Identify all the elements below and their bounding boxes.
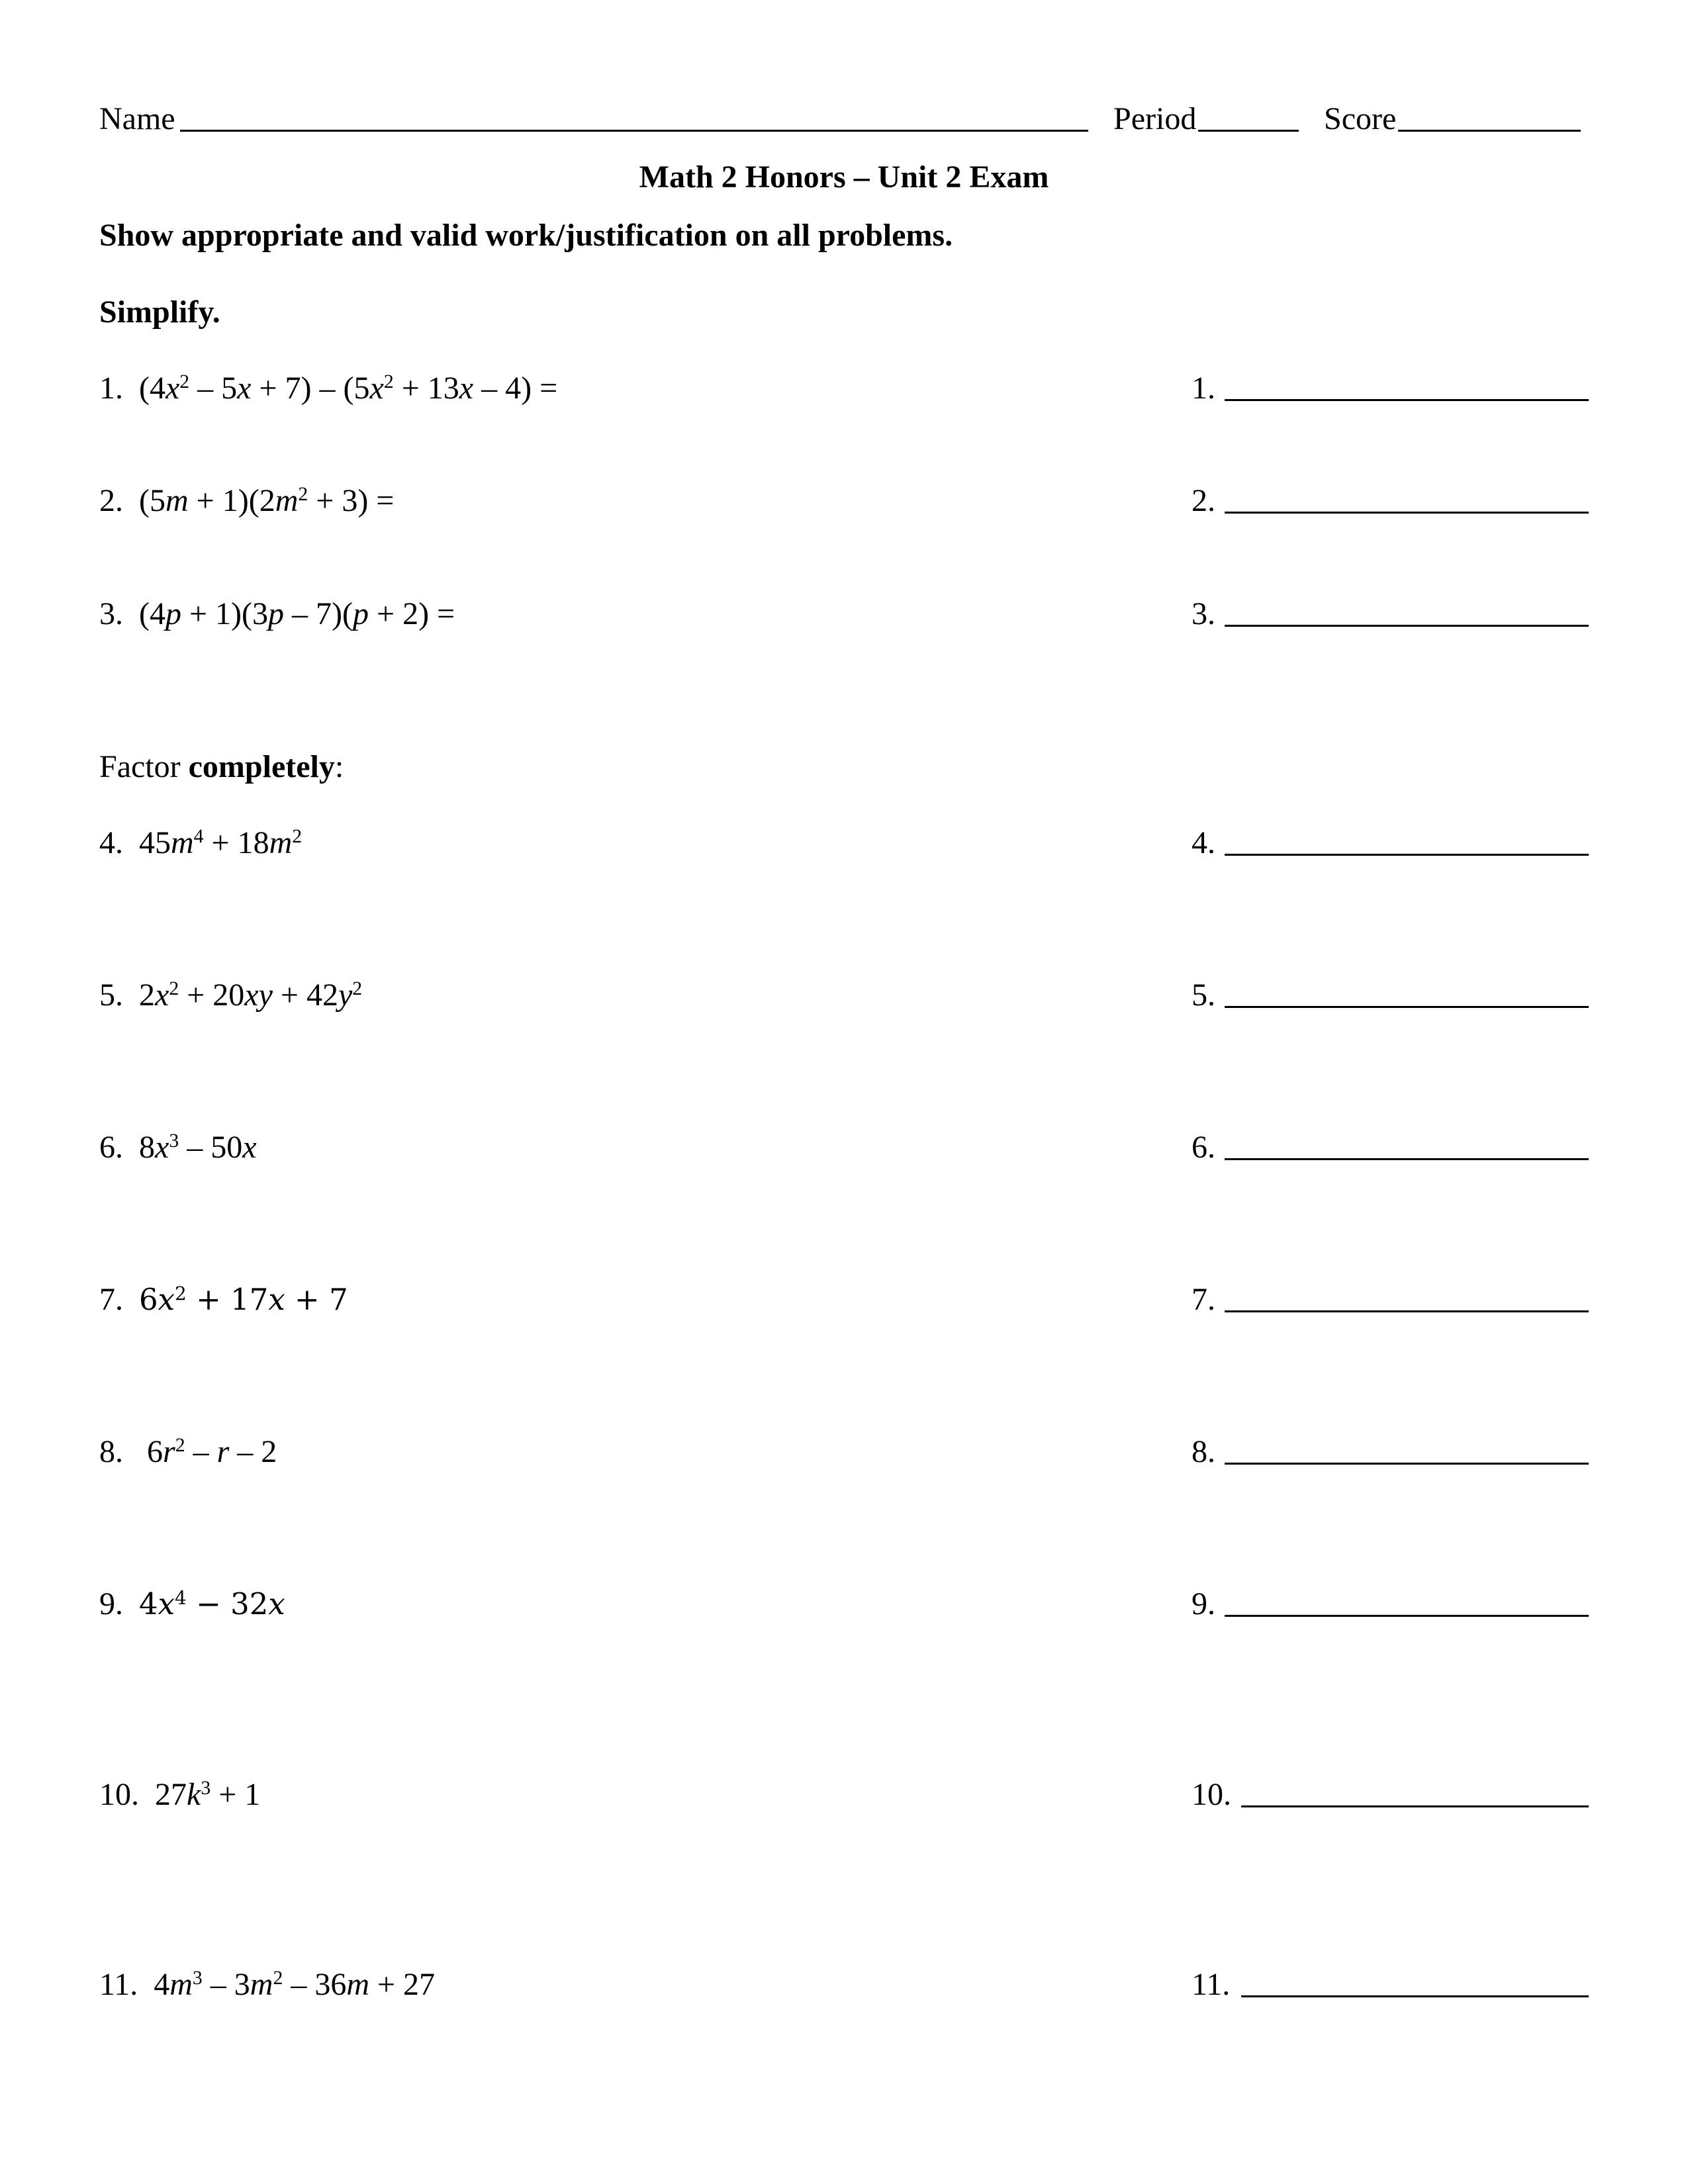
problem-expression: $6r^2$ – r – 2: [147, 1433, 277, 1469]
problem-expression: $4m^3 - 3m^2 - 36m + 27$: [154, 1966, 436, 2002]
problem-number: 11.: [99, 1967, 138, 2002]
period-blank[interactable]: [1198, 130, 1299, 132]
answer-blank-9[interactable]: [1225, 1615, 1589, 1617]
answer-label-1: 1.: [1192, 371, 1215, 406]
problem-5: [99, 979, 362, 1011]
problem-number: 6.: [99, 1130, 123, 1165]
answer-label-9: 9.: [1192, 1586, 1215, 1621]
answer-label-10: 10.: [1192, 1777, 1231, 1812]
answer-blank-7[interactable]: [1225, 1310, 1589, 1312]
answer-label-5: 5.: [1192, 978, 1215, 1013]
answer-blank-2[interactable]: [1225, 512, 1589, 514]
answer-blank-3[interactable]: [1225, 625, 1589, 627]
problem-number: 1.: [99, 371, 123, 406]
problem-number: 10.: [99, 1777, 139, 1812]
problem-number: 7.: [99, 1282, 123, 1317]
problem-2: [99, 482, 395, 518]
problem-expression: $27k^3 + 1$: [155, 1776, 261, 1812]
problem-expression: $6x^2 + 17x + 7$: [139, 1282, 348, 1317]
name-blank[interactable]: [180, 130, 1088, 132]
problem-expression: $45m^4 + 18m^2$: [139, 825, 303, 860]
problem-3: [99, 598, 455, 630]
problem-8: [99, 1433, 277, 1469]
answer-label-7: 7.: [1192, 1282, 1215, 1317]
name-label: Name: [99, 101, 175, 136]
problem-expression: $(5m + 1)(2m^2 + 3)$ =: [139, 482, 395, 518]
answer-label-8: 8.: [1192, 1434, 1215, 1469]
instructions: Show appropriate and valid work/justification on all problems.: [99, 218, 953, 253]
problem-4: [99, 827, 302, 859]
problem-expression: $4x^4 - 32x$: [139, 1586, 285, 1621]
problem-expression: $2x^2 + 20xy + 42y^2$: [139, 977, 363, 1013]
answer-label-4: 4.: [1192, 825, 1215, 860]
problem-11: [99, 1966, 436, 2002]
answer-blank-8[interactable]: [1225, 1463, 1589, 1465]
answer-blank-10[interactable]: [1241, 1805, 1589, 1807]
score-blank[interactable]: [1398, 130, 1581, 132]
problem-number: 3.: [99, 596, 123, 631]
answer-blank-1[interactable]: [1225, 399, 1589, 401]
problem-number: 5.: [99, 978, 123, 1013]
problem-expression: $8x^3 - 50x$: [139, 1129, 257, 1165]
problem-expression: $(4x^2 - 5x + 7) - (5x^2 + 13x - 4)$ =: [139, 370, 558, 406]
problem-number: 8.: [99, 1434, 123, 1469]
exam-title: Math 2 Honors – Unit 2 Exam: [639, 159, 1049, 195]
answer-blank-11[interactable]: [1241, 1995, 1589, 1997]
problem-number: 4.: [99, 825, 123, 860]
problem-6: [99, 1129, 257, 1165]
answer-blank-6[interactable]: [1225, 1158, 1589, 1160]
problem-10: [99, 1776, 261, 1812]
answer-blank-4[interactable]: [1225, 854, 1589, 856]
problem-number: 9.: [99, 1586, 123, 1621]
problem-1: [99, 370, 558, 406]
answer-label-6: 6.: [1192, 1130, 1215, 1165]
answer-label-3: 3.: [1192, 596, 1215, 631]
section-heading-factor: Factor completely:: [99, 749, 344, 784]
period-label: Period: [1113, 101, 1197, 136]
answer-label-11: 11.: [1192, 1967, 1231, 2002]
section-heading-simplify: Simplify.: [99, 295, 220, 330]
answer-blank-5[interactable]: [1225, 1006, 1589, 1008]
problem-expression: (4p + 1)(3p – 7)(p + 2) =: [139, 596, 455, 631]
problem-7: [99, 1284, 348, 1316]
answer-label-2: 2.: [1192, 483, 1215, 518]
problem-9: [99, 1588, 285, 1620]
score-label: Score: [1324, 101, 1397, 136]
problem-number: 2.: [99, 483, 123, 518]
